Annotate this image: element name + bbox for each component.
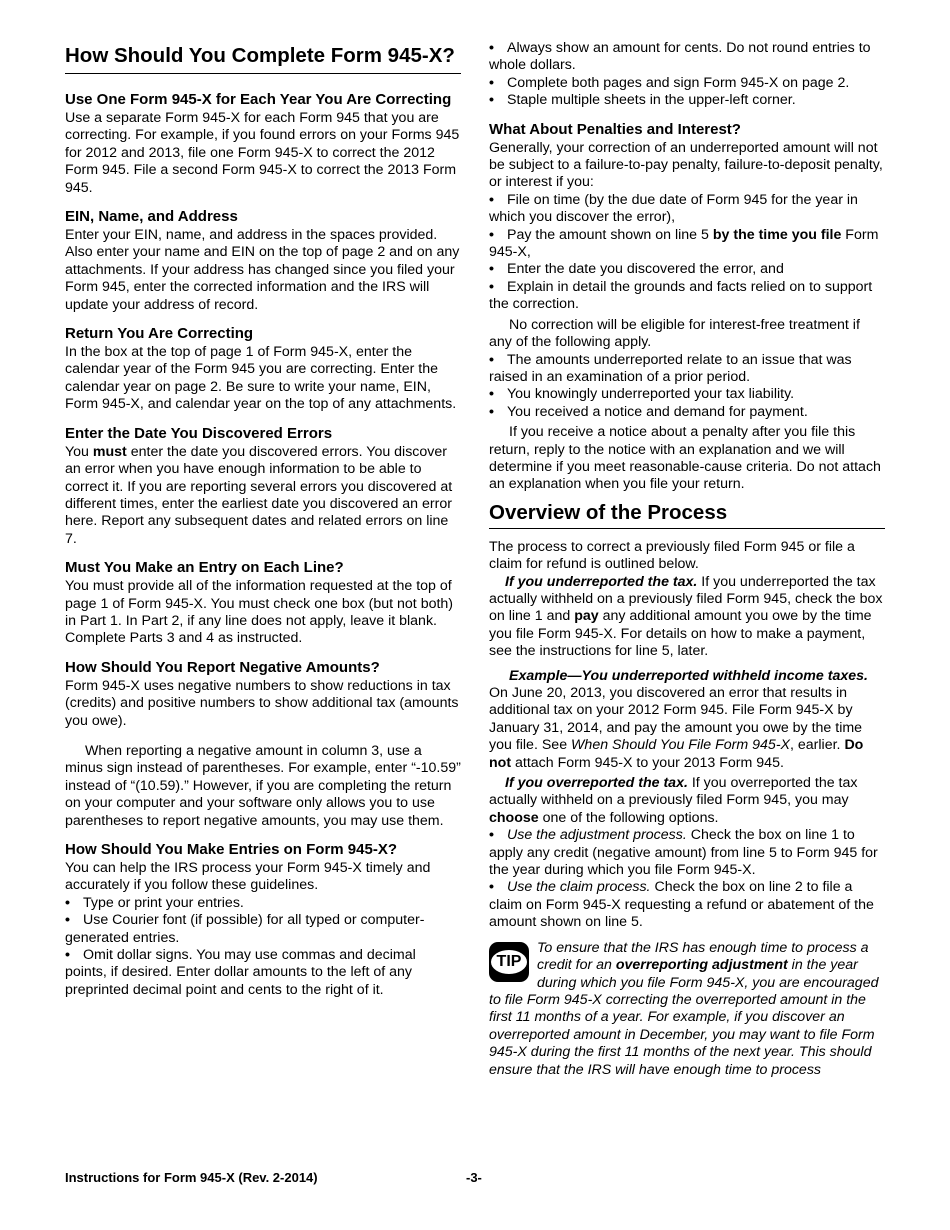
bullet-claim-process: • Use the claim process. Check the box on line 2 to file a claim on Form 945-X requesting a refund or abatement of the amount shown on line 5. <box>489 879 885 931</box>
page-number: -3- <box>466 1170 482 1185</box>
paragraph-date-discovered: You must enter the date you discovered errors. You discover an error when you have enough information to be able to correct it. If you are reporting several errors you discovered at different times, enter the earliest date you discovered an error here. Report any subsequent dates and related errors on line 7. <box>65 443 453 547</box>
heading-make-entries: How Should You Make Entries on Form 945-X? <box>65 841 397 858</box>
tip-box <box>489 940 885 1079</box>
heading-ein-name-address: EIN, Name, and Address <box>65 208 238 226</box>
bullet-staple-sheets: • Staple multiple sheets in the upper-left corner. <box>489 92 885 109</box>
paragraph-make-entries: You can help the IRS process your Form 945-X timely and accurately if you follow these guidelines. <box>65 860 431 894</box>
paragraph-return-correcting: In the box at the top of page 1 of Form 945-X, enter the calendar year of the Form 945 you are correcting. Enter the calendar year on page 2. Be sure to write your name, EIN, Form 945-X, and calendar year on the top of any attachments. <box>65 344 457 413</box>
paragraph-one-form-per-year: Use a separate Form 945-X for each Form 945 that you are correcting. For example, if you found errors on your Forms 945 for 2012 and 2013, file one Form 945-X to correct the 2012 Form 945. File a second Form 945-X to correct the 2013 Form 945. <box>65 110 460 196</box>
paragraph-interest-free: No correction will be eligible for interest-free treatment if any of the following apply. <box>489 316 860 351</box>
heading-entry-each-line: Must You Make an Entry on Each Line? <box>65 559 344 577</box>
bullet-knowingly-underreported: • You knowingly underreported your tax liability. <box>489 386 885 403</box>
bullet-explain-detail: • Explain in detail the grounds and facts relied on to support the correction. <box>489 279 885 314</box>
bullet-omit-dollar-signs: • Omit dollar signs. You may use commas and decimal points, if desired. Enter dollar amounts to the left of any preprinted decimal point and cents to the right of it. <box>65 947 461 999</box>
bullet-courier-font: • Use Courier font (if possible) for all typed or computer-generated entries. <box>65 912 461 947</box>
heading-penalties-interest: What About Penalties and Interest? <box>489 120 741 138</box>
bullet-show-cents: • Always show an amount for cents. Do not round entries to whole dollars. <box>489 40 885 75</box>
bullet-pay-amount: • Pay the amount shown on line 5 by the time you file Form 945-X, <box>489 227 885 262</box>
left-column <box>65 40 461 999</box>
right-column <box>489 40 885 1079</box>
heading-date-discovered: Enter the Date You Discovered Errors <box>65 424 333 442</box>
paragraph-example-underreported: Example—You underreported withheld income taxes. On June 20, 2013, you discovered an error that results in additional tax on your 2012 Form 945. File Form 945-X by January 31, 2014, and pay the amount you owe by the time you file. See When Should You File Form 945-X, earlier. Do not attach Form 945-X to your 2013 Form 945. <box>489 667 868 771</box>
heading-one-form-per-year: Use One Form 945-X for Each Year You Are Correcting <box>65 91 452 108</box>
paragraph-negative-amounts-1: Form 945-X uses negative numbers to show reductions in tax (credits) and positive numbers to show additional tax (amounts you owe). <box>65 677 459 729</box>
bullet-enter-date: • Enter the date you discovered the error, and <box>489 261 885 278</box>
heading-return-correcting: Return You Are Correcting <box>65 325 254 343</box>
paragraph-overview-intro: The process to correct a previously filed Form 945 or file a claim for refund is outlined below. <box>489 538 855 573</box>
page-title: How Should You Complete Form 945-X? <box>65 40 461 74</box>
bullet-examination: • The amounts underreported relate to an issue that was raised in an examination of a prior period. <box>489 352 885 387</box>
paragraph-negative-amounts-2: When reporting a negative amount in column 3, use a minus sign instead of parentheses. For example, enter “-10.59” instead of “(10.59).” However, if you are completing the return on your computer and your software only allows you to use parentheses to report negative amounts, you may use them. <box>65 742 461 829</box>
tip-icon: TIP <box>489 942 529 982</box>
bullet-notice-demand: • You received a notice and demand for payment. <box>489 404 885 421</box>
bullet-adjustment-process: • Use the adjustment process. Check the box on line 1 to apply any credit (negative amount) from line 5 to Form 945 for the year during which you file Form 945-X. <box>489 827 885 879</box>
paragraph-entry-each-line: You must provide all of the information requested at the top of page 1 of Form 945-X. You must check one box (but not both) in Part 1. In Part 2, if any line does not apply, leave it blank. Complete Parts 3 and 4 as instructed. <box>65 578 454 647</box>
paragraph-penalty-notice: If you receive a notice about a penalty after you file this return, reply to the notice with an explanation and we will determine if you meet reasonable-cause criteria. Do not attach an explanation when you file your return. <box>489 424 881 493</box>
footer-title: Instructions for Form 945-X (Rev. 2-2014) <box>65 1170 318 1185</box>
paragraph-underreported: If you underreported the tax. If you underreported the tax actually withheld on a previously filed Form 945, check the box on line 1 and pay any additional amount you owe by the time you file Form 945-X. For details on how to make a payment, see the instructions for line 5, later. <box>489 573 883 660</box>
heading-negative-amounts: How Should You Report Negative Amounts? <box>65 658 380 676</box>
bullet-file-on-time: • File on time (by the due date of Form 945 for the year in which you discover the error), <box>489 192 885 227</box>
bullet-type-print: • Type or print your entries. <box>65 895 461 912</box>
bullet-complete-sign: • Complete both pages and sign Form 945-X on page 2. <box>489 75 885 92</box>
section-title-overview: Overview of the Process <box>489 500 885 529</box>
paragraph-ein-name-address: Enter your EIN, name, and address in the spaces provided. Also enter your name and EIN on the top of page 2 and on any attachments. If your address has changed since you filed your Form 945, enter the corrected information and the IRS will update your address of record. <box>65 227 460 313</box>
paragraph-penalties-intro: Generally, your correction of an underreported amount will not be subject to a failure-to-pay penalty, failure-to-deposit penalty, or interest if you: <box>489 139 883 191</box>
tip-text: To ensure that the IRS has enough time to process a credit for an overreporting adjustment in the year during which you file Form 945-X, you are encouraged to file Form 945-X correcting the overreported amount in the first 11 months of a year. For example, if you discover an overreported amount in December, you may want to file Form 945-X during the first 11 months of the next year. This should ensure that the IRS will have enough time to process <box>489 939 879 1078</box>
paragraph-overreported: If you overreported the tax. If you overreported the tax actually withheld on a previously filed Form 945, you may choose one of the following options. <box>489 775 858 826</box>
